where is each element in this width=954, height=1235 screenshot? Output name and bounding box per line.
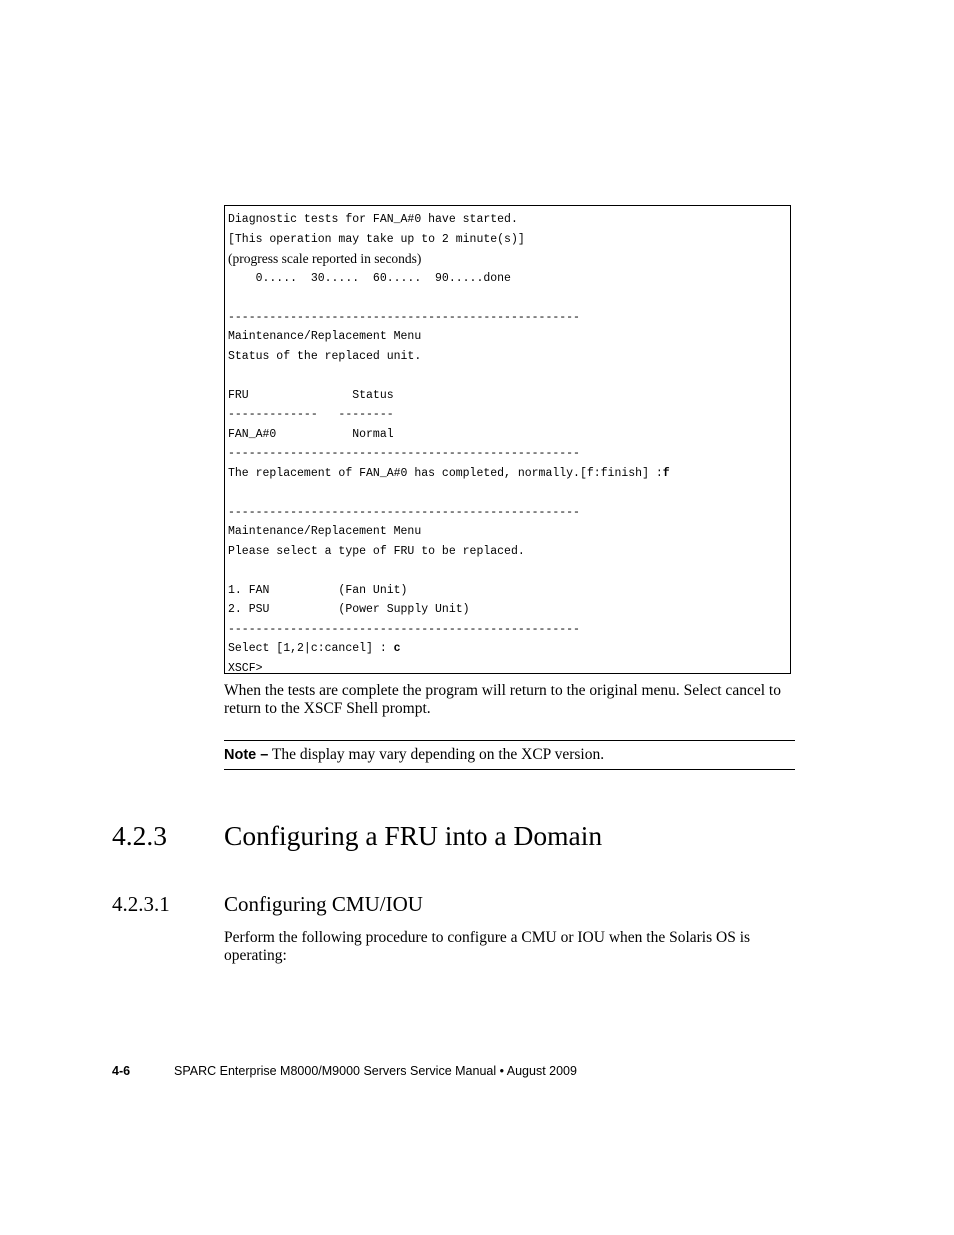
terminal-line [228,581,407,601]
terminal-line-text: Please select a type of FRU to be replaced. [228,544,525,558]
terminal-line-text: 0..... 30..... 60..... 90.....done [228,271,511,285]
terminal-line-text: Diagnostic tests for FAN_A#0 have started. [228,213,518,226]
terminal-line-text: 2. PSU (Power Supply Unit) [228,603,470,616]
terminal-line [228,464,670,484]
terminal-line [228,600,470,620]
terminal-line [228,210,518,230]
terminal-line [228,327,421,347]
terminal-line [228,503,580,523]
terminal-line [228,425,394,445]
subsection-number: 4.2.3.1 [112,892,170,916]
terminal-line-text: --------------------------------------------------- [228,622,580,636]
terminal-line-text: ------------- -------- [228,408,394,421]
terminal-line-text: FAN_A#0 Normal [228,427,394,441]
terminal-line-text: Status of the replaced unit. [228,349,422,363]
terminal-line-text: --------------------------------------------------- [228,505,580,519]
terminal-line [228,620,580,640]
terminal-line [228,405,394,425]
note-box [224,740,795,770]
terminal-output [224,205,791,674]
terminal-line [228,659,263,679]
terminal-line [228,444,580,464]
terminal-line-text: FRU Status [228,388,394,402]
terminal-line-text: Maintenance/Replacement Menu [228,525,422,538]
body-paragraph: When the tests are complete the program will return to the original menu. Select cancel to return to the XSCF Shell prompt. [224,682,781,717]
terminal-line-text: (progress scale reported in seconds) [228,251,422,266]
terminal-user-input: f [662,466,670,480]
subsection-paragraph: Perform the following procedure to configure a CMU or IOU when the Solaris OS is operating: [224,929,751,964]
terminal-line [228,386,394,406]
terminal-line [228,230,525,250]
terminal-line-text: Select [1,2|c:cancel] : [228,642,394,655]
terminal-line [228,269,511,289]
terminal-line-text: [This operation may take up to 2 minute(s)] [228,232,525,246]
terminal-line [228,522,421,542]
section-number: 4.2.3 [112,820,167,851]
note-text: The display may vary depending on the XCP version. [268,746,605,763]
note-label: Note – [224,747,269,763]
terminal-line [228,308,580,328]
subsection-title: Configuring CMU/IOU [224,892,423,916]
terminal-line-text: Maintenance/Replacement Menu [228,330,422,343]
terminal-line [228,347,421,367]
terminal-line-text: The replacement of FAN_A#0 has completed, normally.[f:finish] : [228,466,663,480]
terminal-line [228,542,525,562]
terminal-line-text: 1. FAN (Fan Unit) [228,583,408,597]
terminal-line-text: --------------------------------------------------- [228,310,580,324]
section-title: Configuring a FRU into a Domain [224,820,603,851]
terminal-user-input: c [393,642,401,655]
terminal-line [228,249,421,269]
terminal-line [228,639,401,659]
terminal-line-text: XSCF> [228,661,263,675]
terminal-line-text: --------------------------------------------------- [228,447,580,460]
footer-title: SPARC Enterprise M8000/M9000 Servers Service Manual • August 2009 [174,1064,577,1078]
footer-page-number: 4-6 [112,1064,131,1078]
